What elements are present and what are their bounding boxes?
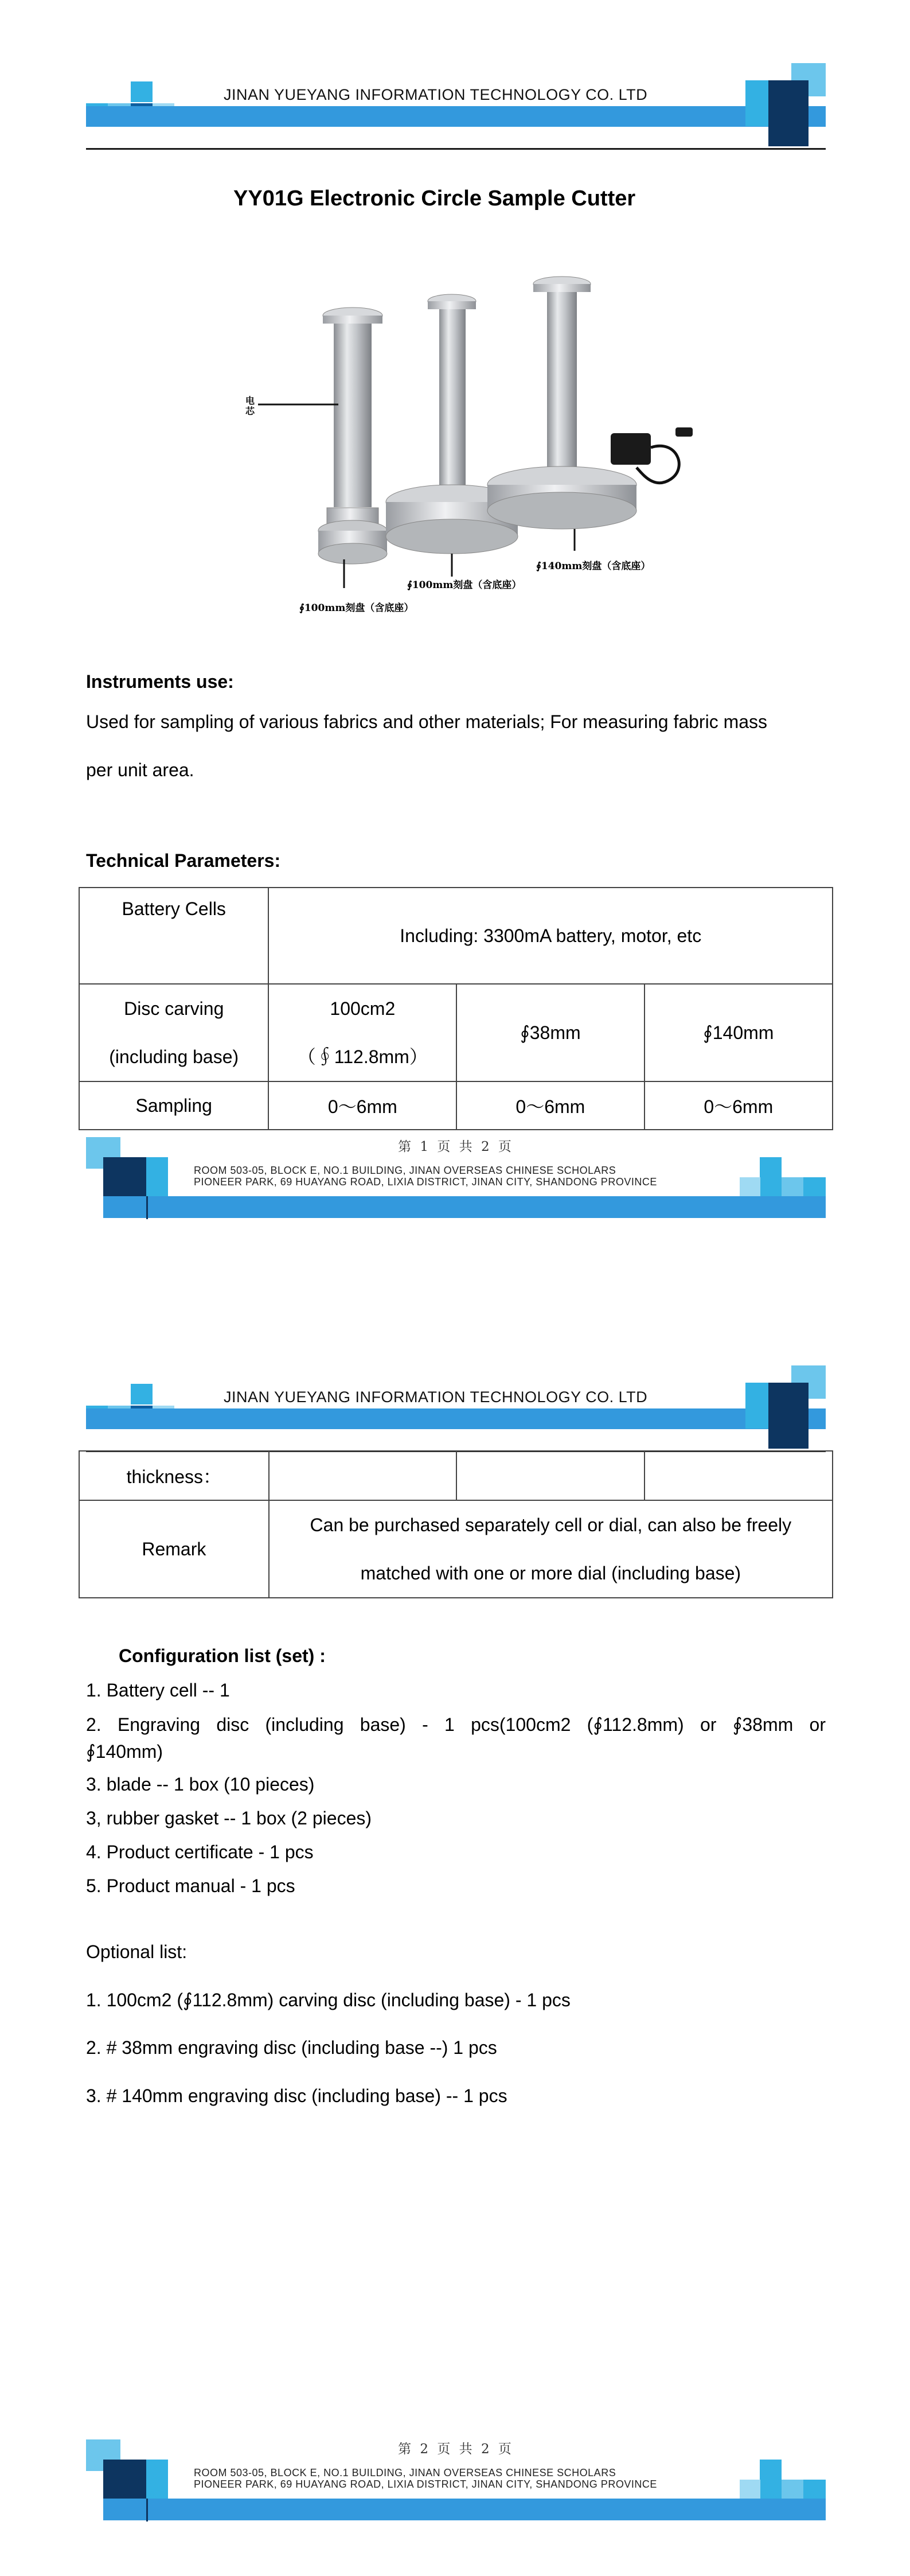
footer-address-line1: ROOM 503-05, BLOCK E, NO.1 BUILDING, JINAN OVERSEAS CHINESE SCHOLARS (194, 2467, 616, 2478)
cutter-left (318, 308, 387, 564)
battery-cells-value: Including: 3300mA battery, motor, etc (400, 925, 702, 946)
table-cell (79, 1451, 269, 1500)
table-cell (79, 1081, 268, 1130)
label-disc-100-middle: ∮100mm刻盘（含底座） (407, 579, 522, 591)
table-row (79, 1500, 833, 1598)
document-title: YY01G Electronic Circle Sample Cutter (233, 186, 636, 211)
list-item: 2. Engraving disc (including base) - 1 pcs(100cm2 (∮112.8mm) or ∮38mm or (86, 1714, 826, 1735)
instruments-use-line1: Used for sampling of various fabrics and other materials; For measuring fabric mass (86, 711, 768, 732)
footer-bar (103, 2499, 826, 2520)
disc-carving-label-2: (including base) (109, 1046, 239, 1067)
page-2 (0, 1302, 910, 2576)
list-item: 3. # 140mm engraving disc (including base) -- 1 pcs (86, 2085, 507, 2106)
list-item: 2. # 38mm engraving disc (including base --) 1 pcs (86, 2037, 497, 2058)
table-row (79, 984, 833, 1081)
heading-optional-list: Optional list: (86, 1941, 188, 1962)
disc-100-value-2: （∮112.8mm） (297, 1046, 428, 1067)
list-item: ∮140mm) (86, 1741, 163, 1762)
sampling-value-1: 0～6mm (327, 1096, 397, 1117)
label-disc-140: ∮140mm刻盘（含底座） (536, 561, 651, 572)
table-cell (79, 984, 268, 1081)
list-item: 1. 100cm2 (∮112.8mm) carving disc (including base) - 1 pcs (86, 1990, 571, 2010)
page-footer (86, 2438, 826, 2530)
table-cell (456, 984, 644, 1081)
list-item: 1. Battery cell -- 1 (86, 1680, 230, 1701)
page-header (86, 63, 826, 149)
heading-instruments-use: Instruments use: (86, 671, 234, 692)
disc-100-value-1: 100cm2 (330, 998, 396, 1019)
table-cell (645, 1451, 833, 1500)
table-cell (269, 1451, 456, 1500)
heading-technical-parameters: Technical Parameters: (86, 850, 281, 871)
cutter-right (487, 277, 636, 529)
remark-line2: matched with one or more dial (including base) (360, 1563, 741, 1583)
battery-cells-label: Battery Cells (122, 898, 226, 919)
page-number: 第 1 页 共 2 页 (398, 1139, 514, 1154)
header-company-name: JINAN YUEYANG INFORMATION TECHNOLOGY CO. LTD (224, 86, 648, 103)
disc-38-value: ∮38mm (520, 1022, 581, 1043)
table-cell (268, 1081, 456, 1130)
header-company-name: JINAN YUEYANG INFORMATION TECHNOLOGY CO. LTD (224, 1388, 648, 1406)
disc-140-value: ∮140mm (703, 1022, 774, 1043)
list-item: 3, rubber gasket -- 1 box (2 pieces) (86, 1808, 372, 1828)
table-cell (456, 1451, 644, 1500)
header-logo-squares-right (745, 1365, 826, 1446)
page-number: 第 2 页 共 2 页 (398, 2442, 514, 2457)
table-cell (268, 888, 833, 984)
footer-address-line2: PIONEER PARK, 69 HUAYANG ROAD, LIXIA DISTRICT, JINAN CITY, SHANDONG PROVINCE (194, 2478, 657, 2490)
table-cell (645, 1081, 833, 1130)
sampling-value-3: 0～6mm (704, 1096, 774, 1117)
table-cell (269, 1500, 833, 1598)
footer-address-line2: PIONEER PARK, 69 HUAYANG ROAD, LIXIA DISTRICT, JINAN CITY, SHANDONG PROVINCE (194, 1176, 657, 1188)
list-item: 5. Product manual - 1 pcs (86, 1875, 295, 1896)
header-rule (86, 148, 826, 150)
heading-configuration-list: Configuration list (set) : (119, 1645, 326, 1666)
footer-address (194, 2467, 657, 2490)
table-row (79, 1081, 833, 1130)
page-footer (86, 1136, 826, 1228)
footer-address (194, 1165, 657, 1188)
header-bar (86, 106, 826, 127)
disc-carving-label-1: Disc carving (124, 998, 224, 1019)
page-header (86, 1365, 826, 1452)
header-logo-squares-right (745, 63, 826, 143)
label-disc-100-left: ∮100mm刻盘（含底座） (299, 602, 414, 614)
sampling-value-2: 0～6mm (515, 1096, 585, 1117)
table-cell (79, 888, 268, 984)
list-item: 3. blade -- 1 box (10 pieces) (86, 1774, 315, 1795)
footer-address-line1: ROOM 503-05, BLOCK E, NO.1 BUILDING, JINAN OVERSEAS CHINESE SCHOLARS (194, 1165, 616, 1176)
list-item: 4. Product certificate - 1 pcs (86, 1842, 314, 1862)
table-row (79, 888, 833, 984)
remark-label: Remark (142, 1538, 206, 1559)
page-1 (0, 0, 910, 1262)
parameters-table-continued (79, 1450, 833, 1598)
table-cell (79, 1500, 269, 1598)
table-row (79, 1451, 833, 1500)
table-cell (645, 984, 833, 1081)
thickness-label: thickness： (126, 1466, 222, 1487)
header-bar (86, 1408, 826, 1429)
parameters-table (79, 887, 833, 1130)
instruments-use-line2: per unit area. (86, 760, 194, 780)
footer-bar (103, 1196, 826, 1218)
table-cell (268, 984, 456, 1081)
table-cell (456, 1081, 644, 1130)
sampling-label: Sampling (135, 1095, 212, 1116)
label-cell: 电芯 (245, 395, 255, 417)
remark-line1: Can be purchased separately cell or dial, can also be freely (310, 1515, 792, 1535)
